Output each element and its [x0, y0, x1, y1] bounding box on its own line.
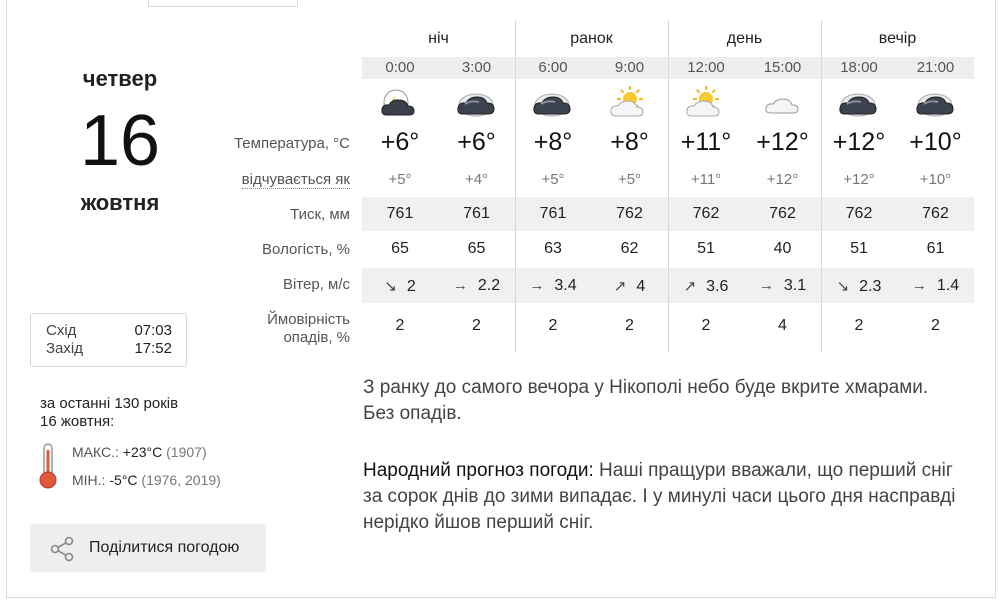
wind-direction-icon: → — [911, 277, 927, 294]
history-title — [40, 395, 178, 431]
cloud-icon — [898, 86, 974, 122]
time-cell: 18:00 — [840, 59, 878, 76]
wind-direction-icon: → — [758, 277, 774, 294]
temperature-cell: +6° — [457, 128, 496, 156]
wind-cell — [362, 277, 438, 296]
temperature-cell: +11° — [680, 128, 732, 156]
humidity-cell: 51 — [850, 240, 868, 257]
pressure-cell: 762 — [769, 205, 796, 222]
selected-day-tab[interactable] — [148, 0, 298, 7]
sunrise-time: 07:03 — [134, 322, 172, 339]
temperature-cell: +8° — [610, 128, 649, 156]
humidity-cell: 51 — [697, 240, 715, 257]
wind-speed: 2 — [406, 278, 416, 295]
history-max-years: (1907) — [166, 444, 207, 460]
time-cell: 12:00 — [687, 59, 725, 76]
humidity-cell: 62 — [620, 240, 639, 257]
feels-like-cell: +5° — [541, 171, 565, 188]
feels-like-cell: +12° — [843, 171, 875, 188]
temperature-cell: +12° — [832, 128, 886, 156]
feels-like-cell: +11° — [690, 171, 722, 188]
feels-like-cell: +10° — [919, 171, 952, 188]
precip-cell: 2 — [472, 317, 481, 334]
precip-cell: 2 — [701, 317, 711, 334]
cloud-icon — [515, 86, 591, 122]
wind-cell — [439, 277, 515, 295]
label-feels-like[interactable] — [180, 171, 350, 188]
cloud-icon — [439, 86, 515, 122]
time-cell: 3:00 — [461, 59, 492, 76]
label-pressure: Тиск, мм — [290, 206, 350, 223]
cloud-icon — [821, 86, 897, 122]
light-cloud-icon — [745, 86, 821, 122]
pressure-cell: 762 — [922, 205, 949, 222]
label-precip-line1: Ймовірність — [267, 311, 350, 328]
time-cell: 6:00 — [538, 59, 568, 76]
share-icon — [49, 536, 75, 567]
history-max — [72, 444, 207, 460]
feels-like-cell: +5° — [388, 171, 412, 188]
feels-like-cell: +12° — [766, 171, 799, 188]
history-max-label: МАКС.: — [72, 444, 119, 460]
pressure-cell: 762 — [692, 205, 720, 222]
pressure-cell: 762 — [845, 205, 873, 222]
period-night: ніч — [428, 30, 449, 47]
temperature-cell: +12° — [756, 128, 809, 156]
pressure-cell: 761 — [539, 205, 567, 222]
sun-cloud-icon — [668, 86, 744, 122]
feels-like-cell: +4° — [464, 171, 489, 188]
history-title-line1: за останні 130 років — [40, 395, 179, 412]
folk-forecast — [363, 458, 973, 536]
wind-direction-icon: ↗ — [613, 278, 627, 295]
wind-direction-icon: → — [529, 277, 545, 294]
wind-speed: 2.3 — [859, 278, 882, 295]
history-min-label: МІН.: — [72, 472, 106, 488]
temperature-cell: +6° — [380, 128, 420, 156]
weekday: четвер — [82, 66, 158, 91]
label-wind: Вітер, м/с — [282, 276, 350, 293]
history-min — [72, 472, 221, 488]
humidity-cell: 65 — [467, 240, 486, 257]
sunset-time: 17:52 — [134, 340, 172, 357]
precip-cell: 2 — [854, 317, 864, 334]
precip-cell: 2 — [931, 317, 940, 334]
label-precip — [180, 311, 350, 347]
pressure-cell: 761 — [386, 205, 414, 222]
wind-direction-icon: ↘ — [836, 278, 850, 295]
time-cell: 21:00 — [916, 59, 955, 76]
precip-cell: 2 — [548, 317, 558, 334]
period-evening: вечір — [878, 30, 917, 47]
wind-speed: 3.6 — [706, 278, 729, 295]
wind-cell — [668, 277, 744, 296]
precip-cell: 4 — [778, 317, 787, 334]
sunrise-label: Схід — [46, 322, 77, 339]
day-number: 16 — [79, 101, 161, 181]
wind-cell — [745, 277, 821, 295]
humidity-cell: 40 — [773, 240, 792, 257]
forecast-description: З ранку до самого вечора у Нікополі небо буде вкрите хмарами. Без опадів. — [363, 377, 929, 424]
label-precip-line2: опадів, % — [283, 329, 350, 346]
precip-cell: 2 — [625, 317, 634, 334]
moon-cloud-icon — [362, 86, 438, 122]
wind-direction-icon: ↘ — [384, 278, 397, 295]
wind-speed: 4 — [636, 278, 646, 295]
wind-speed: 2.2 — [477, 277, 501, 294]
sunset-label: Захід — [46, 340, 83, 357]
history-min-years: (1976, 2019) — [141, 472, 221, 488]
pressure-cell: 762 — [616, 205, 643, 222]
precip-cell: 2 — [395, 317, 405, 334]
share-label: Поділитися погодою — [89, 539, 240, 556]
label-temperature: Температура, °С — [233, 135, 350, 152]
wind-speed: 3.1 — [783, 277, 807, 294]
label-humidity: Вологість, % — [262, 241, 350, 258]
period-day: день — [726, 30, 763, 47]
history-min-value: -5°C — [109, 472, 138, 488]
wind-speed: 3.4 — [554, 277, 577, 294]
sun-cloud-icon — [592, 86, 668, 122]
history-title-line2: 16 жовтня: — [40, 413, 115, 430]
feels-like-cell: +5° — [617, 171, 642, 188]
history-max-value: +23°C — [122, 444, 163, 460]
pressure-cell: 761 — [463, 205, 490, 222]
sun-times-box — [30, 313, 187, 367]
folk-label: Народний прогноз погоди: — [363, 460, 594, 481]
wind-direction-icon: → — [452, 277, 468, 294]
temperature-cell: +8° — [533, 128, 573, 156]
feels-like-text: відчувається як — [241, 171, 350, 188]
humidity-cell: 63 — [544, 240, 562, 257]
time-cell: 9:00 — [614, 59, 645, 76]
wind-direction-icon: ↗ — [683, 278, 697, 295]
time-cell: 15:00 — [763, 59, 802, 76]
wind-cell — [592, 277, 668, 296]
time-cell: 0:00 — [385, 59, 415, 76]
humidity-cell: 61 — [926, 240, 945, 257]
month: жовтня — [80, 190, 160, 215]
wind-cell — [515, 277, 591, 295]
wind-cell — [821, 277, 897, 296]
folk-text: Наші пращури вважали, що перший сніг за сорок днів до зими випадає. І у минулі часи цього дня насправді нерідко йшов перший сніг. — [363, 460, 956, 533]
period-morning: ранок — [570, 30, 613, 47]
temperature-cell: +10° — [909, 128, 962, 156]
thermometer-icon — [38, 442, 58, 495]
share-weather-button[interactable] — [30, 524, 266, 572]
humidity-cell: 65 — [391, 240, 409, 257]
wind-cell — [898, 277, 974, 295]
wind-speed: 1.4 — [936, 277, 960, 294]
